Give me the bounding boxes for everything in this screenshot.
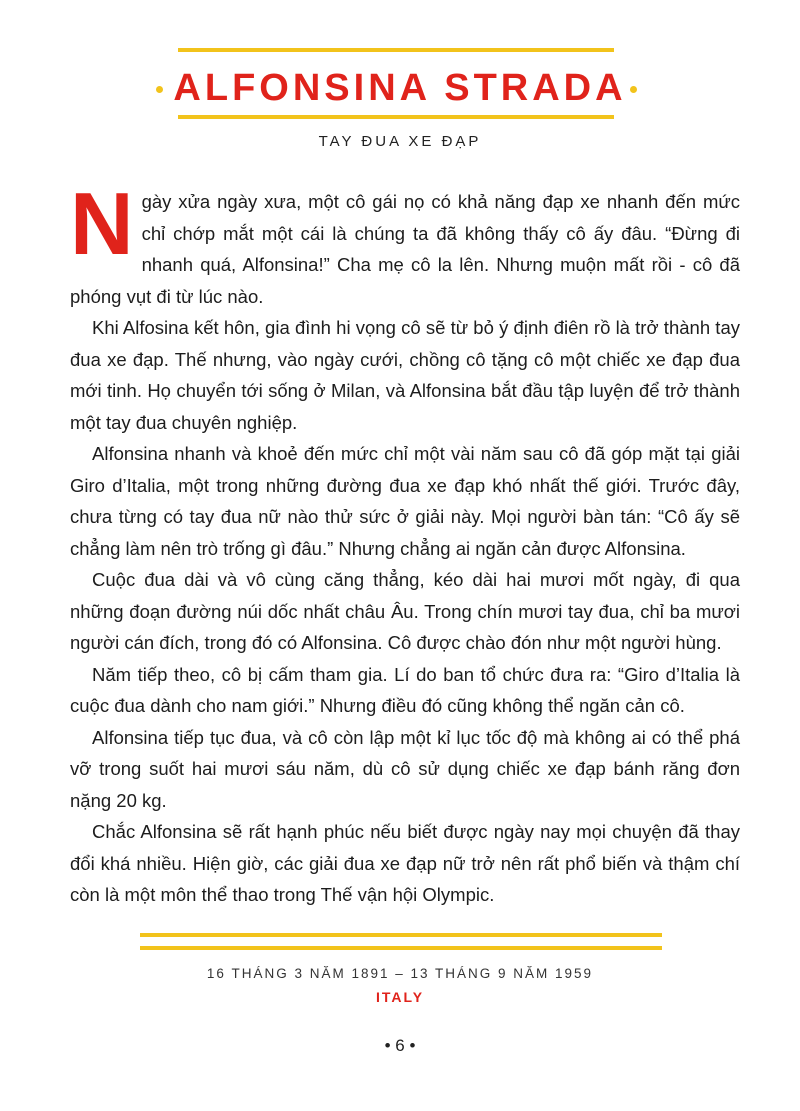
life-dates: 16 THÁNG 3 NĂM 1891 – 13 THÁNG 9 NĂM 1959 <box>206 966 594 981</box>
paragraph-text: gày xửa ngày xưa, một cô gái nọ có khả năng đạp xe nhanh đến mức chỉ chớp mắt một cái là chúng ta đã không thấy cô ấy đâu. “Đừng đi nhanh quá, Alfonsina!” Cha mẹ cô la lên. Nhưng muộn mất rồi - cô đã phóng vụt đi từ lúc nào. <box>70 191 740 307</box>
country-label: ITALY <box>375 989 425 1005</box>
footer-bottom-rule <box>140 946 662 950</box>
story-paragraph-5: Năm tiếp theo, cô bị cấm tham gia. Lí do ban tổ chức đưa ra: “Giro d’Italia là cuộc đua dành cho nam giới.” Nhưng điều đó cũng không thể ngăn cản cô. <box>70 663 740 716</box>
drop-cap: N <box>70 174 134 273</box>
story-body <box>70 174 740 911</box>
story-paragraph-4: Cuộc đua dài và vô cùng căng thẳng, kéo dài hai mươi mốt ngày, đi qua những đoạn đường núi dốc nhất châu Âu. Trong chín mươi tay đua, chỉ ba mươi người cán đích, trong đó có Alfonsina. Cô được chào đón như một người hùng. <box>70 569 740 653</box>
page-number: • 6 • <box>384 1036 416 1055</box>
header-top-rule <box>178 48 614 52</box>
page-title: ALFONSINA STRADA <box>173 67 627 109</box>
story-paragraph-1 <box>70 174 740 312</box>
story-paragraph-7: Chắc Alfonsina sẽ rất hạnh phúc nếu biết được ngày nay mọi chuyện đã thay đổi khá nhiều. Hiện giờ, các giải đua xe đạp nữ trở nên rất phổ biến và thậm chí còn là một môn thể thao trong Thế vận hội Olympic. <box>70 821 740 905</box>
footer-top-rule <box>140 933 662 937</box>
story-paragraph-6: Alfonsina tiếp tục đua, và cô còn lập một kỉ lục tốc độ mà không ai có thể phá vỡ trong suốt hai mươi sáu năm, dù cô sử dụng chiếc xe đạp bánh răng đơn nặng 20 kg. <box>70 726 740 811</box>
story-paragraph-2: Khi Alfosina kết hôn, gia đình hi vọng cô sẽ từ bỏ ý định điên rồ là trở thành tay đua xe đạp. Thế nhưng, vào ngày cưới, chồng cô tặng cô một chiếc xe đạp đua mới tinh. Họ chuyển tới sống ở Milan, và Alfonsina bắt đầu tập luyện để trở thành một tay đua chuyên nghiệp. <box>70 317 740 433</box>
story-paragraph-3: Alfonsina nhanh và khoẻ đến mức chỉ một vài năm sau cô đã góp mặt tại giải Giro d’Italia, một trong những đường đua xe đạp khó nhất thế giới. Trước đây, chưa từng có tay đua nữ nào thử sức ở giải này. Mọi người bàn tán: “Cô ấy sẽ chẳng làm nên trò trống gì đâu.” Nhưng chẳng ai ngăn cản được Alfonsina. <box>70 443 740 559</box>
page-subtitle: TAY ĐUA XE ĐẠP <box>318 133 482 150</box>
